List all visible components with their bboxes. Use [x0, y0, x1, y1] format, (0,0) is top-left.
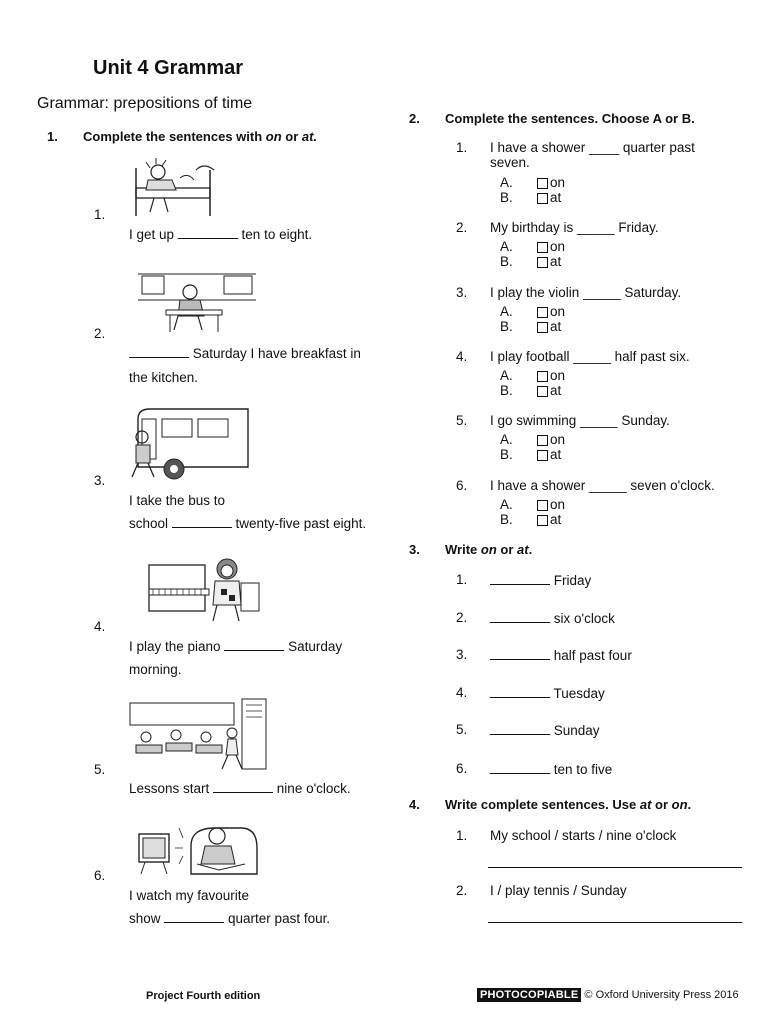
checkbox[interactable]: [537, 307, 548, 318]
instruction-option-a: on: [480, 542, 497, 557]
picture-boy-running-to-bus: [128, 405, 250, 485]
item-text: Tuesday: [553, 686, 605, 701]
instruction-text: Complete the sentences. Choose A or B.: [445, 111, 695, 126]
item-text: half past four: [553, 648, 632, 663]
item-number: 1.: [456, 828, 468, 843]
exercise-3-item: [456, 761, 746, 779]
item-number: 1.: [456, 140, 468, 155]
photocopiable-badge: PHOTOCOPIABLE: [477, 988, 581, 1002]
exercise-2-item: 6. I have a shower _____ seven o'clock. A. on B. at: [456, 478, 715, 527]
answer-blank[interactable]: [490, 685, 550, 698]
item-text: ten to five: [553, 762, 613, 777]
footer-copyright: [477, 989, 739, 1001]
item-number: 2.: [94, 326, 106, 341]
checkbox[interactable]: [537, 386, 548, 397]
checkbox[interactable]: [537, 242, 548, 253]
item-number: 1.: [456, 572, 468, 587]
exercise-number: 4.: [409, 797, 420, 812]
instruction-text: Write complete sentences. Use: [445, 797, 640, 812]
exercise-2-item: 2. My birthday is _____ Friday. A. on B. at: [456, 220, 659, 269]
item-prompt: My school / starts / nine o'clock: [490, 828, 677, 843]
instruction-text: Write: [445, 542, 481, 557]
answer-blank[interactable]: [164, 910, 224, 923]
checkbox[interactable]: [537, 193, 548, 204]
sentence-text: I go swimming _____ Sunday.: [490, 413, 670, 428]
exercise-3-item: [456, 722, 746, 740]
instruction-or: or: [281, 129, 302, 144]
item-number: 4.: [456, 685, 468, 700]
item-number: 3.: [456, 285, 468, 300]
sentence-text: Saturday I have breakfast in: [129, 342, 361, 365]
sentence-text-line2: show quarter past four.: [129, 911, 331, 926]
answer-blank[interactable]: [490, 610, 550, 623]
page-subtitle: Grammar: prepositions of time: [37, 95, 253, 112]
instruction-option-b: at.: [301, 129, 318, 144]
page-title: Unit 4 Grammar: [93, 57, 244, 79]
item-number: 3.: [94, 473, 106, 488]
item-number: 2.: [456, 610, 468, 625]
footer-edition: Project Fourth edition: [146, 990, 261, 1002]
exercise-3-item: [456, 610, 746, 628]
sentence-text-line2: seven.: [490, 155, 530, 170]
picture-child-waking-in-bed: [128, 158, 218, 220]
picture-classroom: [128, 697, 270, 775]
sentence-text: I watch my favourite: [129, 888, 250, 903]
sentence-text: I have a shower _____ seven o'clock.: [490, 478, 715, 493]
answer-blank[interactable]: [490, 722, 550, 735]
checkbox[interactable]: [537, 450, 548, 461]
item-number: 6.: [94, 868, 106, 883]
answer-blank[interactable]: [490, 647, 550, 660]
item-number: 5.: [456, 722, 468, 737]
sentence-text: I get up ten to eight.: [129, 227, 313, 242]
copyright-text: © Oxford University Press 2016: [581, 989, 739, 1001]
checkbox[interactable]: [537, 435, 548, 446]
checkbox[interactable]: [537, 500, 548, 511]
sentence-text-line2: school twenty-five past eight.: [129, 516, 367, 531]
sentence-text: Lessons start nine o'clock.: [129, 781, 351, 796]
sentence-text: My birthday is _____ Friday.: [490, 220, 659, 235]
checkbox[interactable]: [537, 371, 548, 382]
sentence-text: I play the piano Saturday: [129, 639, 343, 654]
sentence-text-line2: the kitchen.: [129, 370, 199, 385]
checkbox[interactable]: [537, 515, 548, 526]
answer-blank[interactable]: [172, 515, 232, 528]
exercise-4-item: [456, 883, 746, 901]
item-number: 6.: [456, 761, 468, 776]
exercise-number: 3.: [409, 542, 420, 557]
exercise-4-item: [456, 828, 746, 846]
exercise-2-item: 3. I play the violin _____ Saturday. A. on B. at: [456, 285, 682, 334]
instruction-or: or: [496, 542, 518, 557]
item-number: 5.: [456, 413, 468, 428]
checkbox[interactable]: [537, 322, 548, 333]
sentence-text: I take the bus to: [129, 493, 226, 508]
answer-blank[interactable]: [213, 780, 273, 793]
answer-blank[interactable]: [129, 345, 189, 358]
item-number: 2.: [456, 883, 468, 898]
picture-boy-eating-in-kitchen: [138, 266, 256, 336]
exercise-2-item: 5. I go swimming _____ Sunday. A. on B. at: [456, 413, 670, 462]
picture-boy-watching-tv: [135, 818, 265, 880]
answer-blank[interactable]: [490, 761, 550, 774]
exercise-number: 1.: [47, 129, 58, 144]
instruction-text: Complete the sentences with: [83, 129, 266, 144]
item-number: 4.: [456, 349, 468, 364]
instruction-option-a: at: [639, 797, 652, 812]
item-prompt: I / play tennis / Sunday: [490, 883, 627, 898]
answer-blank[interactable]: [224, 638, 284, 651]
item-number: 3.: [456, 647, 468, 662]
answer-blank[interactable]: [178, 226, 238, 239]
exercise-3-item: [456, 572, 746, 590]
instruction-option-b: on: [671, 797, 688, 812]
answer-blank[interactable]: [490, 572, 550, 585]
exercise-3-item: [456, 647, 746, 665]
sentence-text: I play football _____ half past six.: [490, 349, 690, 364]
item-text: Sunday: [553, 723, 600, 738]
instruction-option-a: on: [265, 129, 282, 144]
sentence-text-line2: morning.: [129, 662, 182, 677]
answer-line[interactable]: [488, 867, 742, 868]
exercise-2-item: 1. I have a shower ____ quarter past seven. A. on B. at: [456, 140, 695, 205]
item-number: 1.: [94, 207, 106, 222]
instruction-or: or: [651, 797, 672, 812]
item-number: 4.: [94, 619, 106, 634]
exercise-3-item: [456, 685, 746, 703]
sentence-text: I have a shower ____ quarter past: [490, 140, 695, 155]
item-number: 5.: [94, 762, 106, 777]
item-text: six o'clock: [553, 611, 615, 626]
answer-line[interactable]: [488, 922, 742, 923]
exercise-2-item: 4. I play football _____ half past six. A. on B. at: [456, 349, 690, 398]
checkbox[interactable]: [537, 257, 548, 268]
sentence-text: I play the violin _____ Saturday.: [490, 285, 682, 300]
item-number: 6.: [456, 478, 468, 493]
item-text: Friday: [553, 573, 592, 588]
picture-girl-at-piano: [145, 553, 265, 625]
checkbox[interactable]: [537, 178, 548, 189]
item-number: 2.: [456, 220, 468, 235]
exercise-number: 2.: [409, 111, 420, 126]
instruction-option-b: at: [517, 542, 529, 557]
